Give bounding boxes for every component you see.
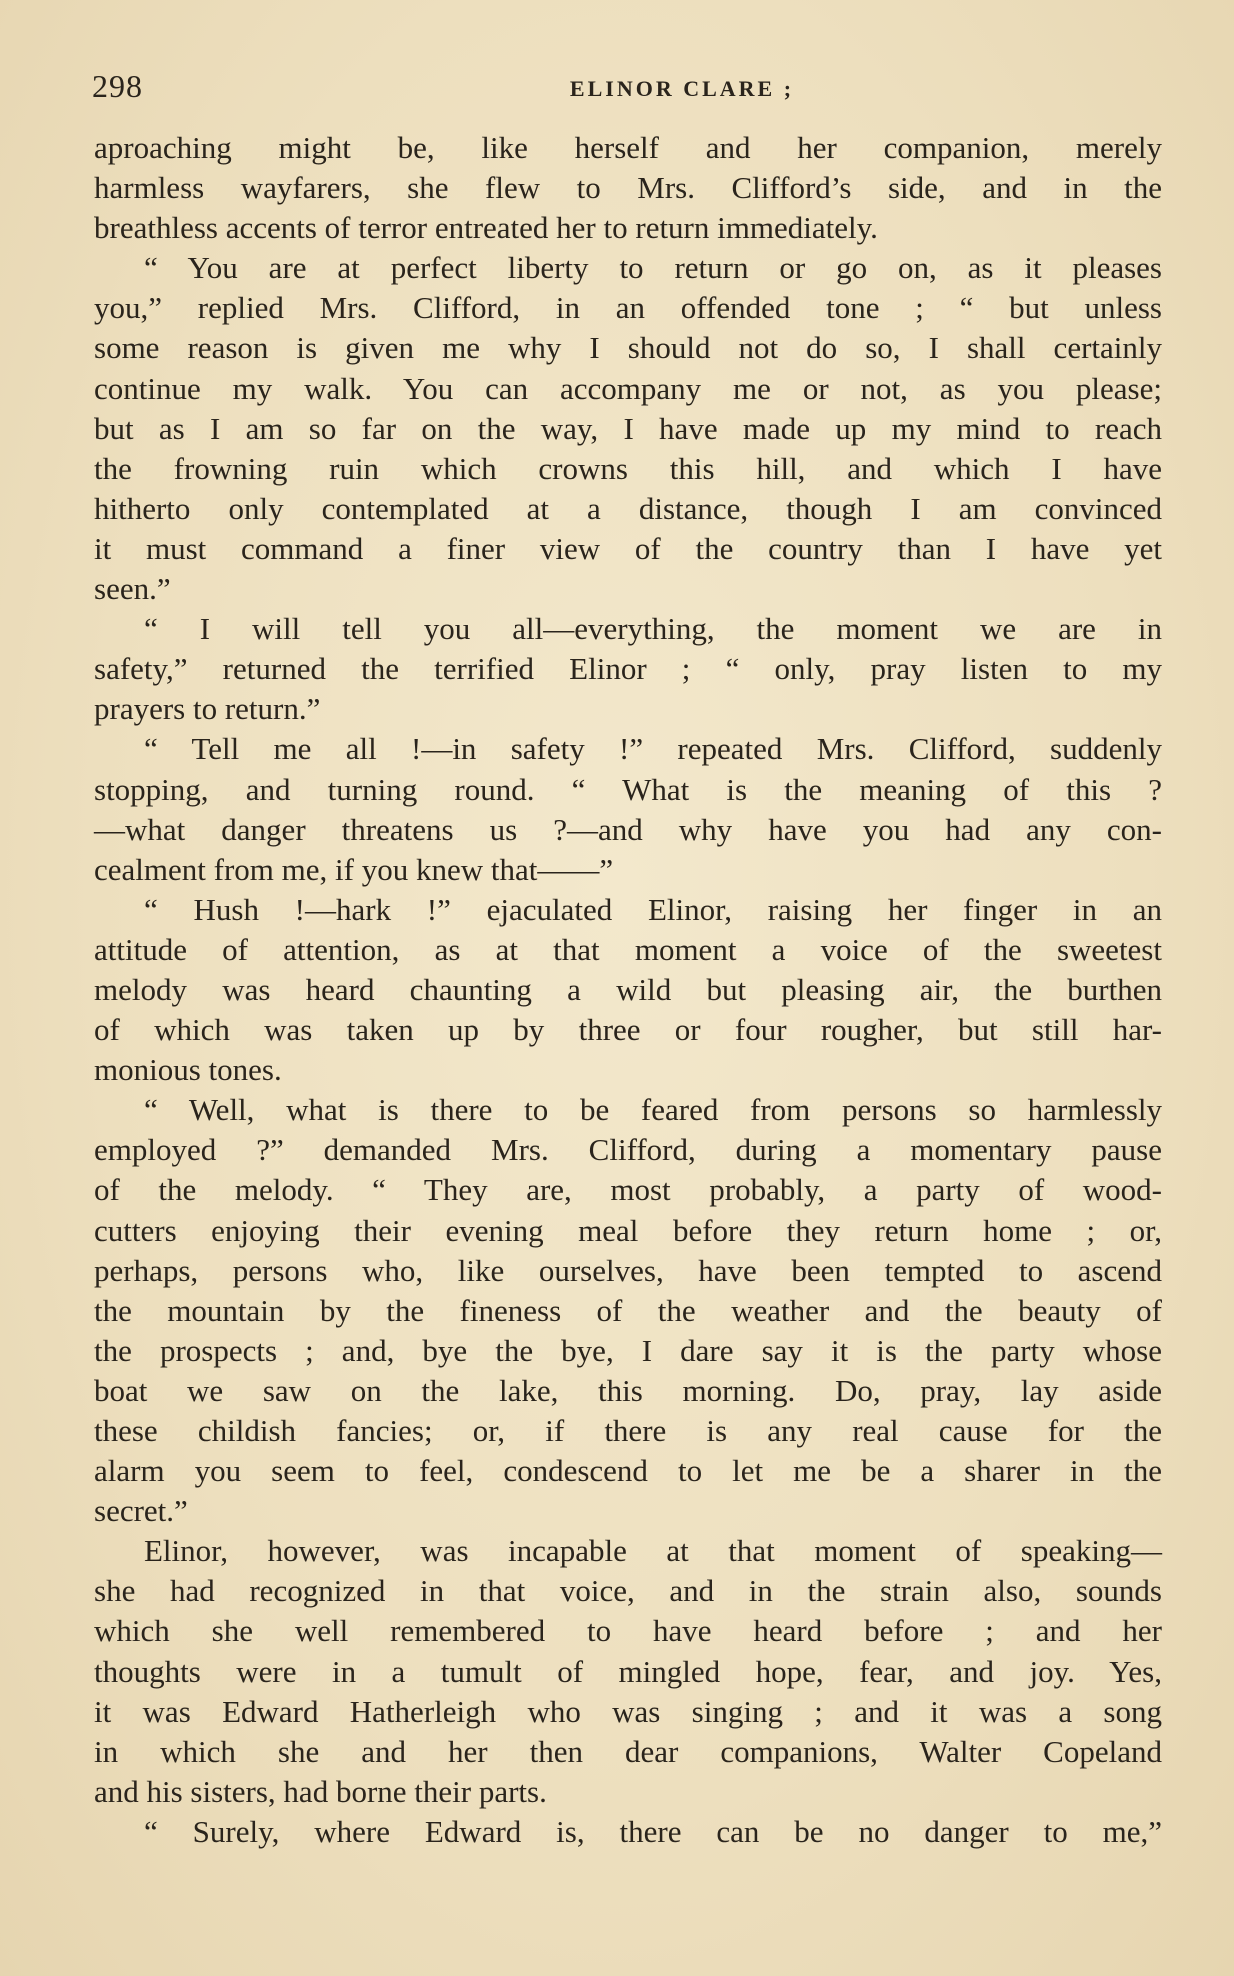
text-line: “ I will tell you all—everything, the moment we are in bbox=[144, 611, 1162, 647]
text-line: —what danger threatens us ?—and why have you had any con- bbox=[94, 811, 1162, 847]
text-line: in which she and her then dear companions, Walter Copeland bbox=[94, 1733, 1162, 1769]
text-line: breathless accents of terror entreated her to return immediately. bbox=[94, 210, 878, 246]
text-line: cutters enjoying their evening meal before they return home ; or, bbox=[94, 1212, 1162, 1248]
text-line: employed ?” demanded Mrs. Clifford, during a momentary pause bbox=[94, 1132, 1162, 1168]
text-line: these childish fancies; or, if there is any real cause for the bbox=[94, 1413, 1162, 1448]
text-line: “ Hush !—hark !” ejaculated Elinor, raising her finger in an bbox=[144, 891, 1162, 927]
text-line: some reason is given me why I should not do so, I shall certainly bbox=[94, 330, 1162, 366]
text-line: thoughts were in a tumult of mingled hope, fear, and joy. Yes, bbox=[94, 1653, 1162, 1689]
text-line: seen.” bbox=[94, 571, 171, 607]
text-line: “ Well, what is there to be feared from persons so harmlessly bbox=[144, 1092, 1162, 1128]
text-line: which she well remembered to have heard before ; and her bbox=[94, 1613, 1162, 1649]
text-line: and his sisters, had borne their parts. bbox=[94, 1773, 547, 1809]
text-line: safety,” returned the terrified Elinor ; “ only, pray listen to my bbox=[94, 651, 1162, 687]
text-line: of which was taken up by three or four rougher, but still har- bbox=[94, 1012, 1162, 1048]
text-line: “ Tell me all !—in safety !” repeated Mrs. Clifford, suddenly bbox=[144, 731, 1162, 767]
text-line: the frowning ruin which crowns this hill, and which I have bbox=[94, 450, 1162, 486]
text-line: it was Edward Hatherleigh who was singing ; and it was a song bbox=[94, 1693, 1162, 1729]
text-line: the prospects ; and, bye the bye, I dare say it is the party whose bbox=[94, 1332, 1162, 1368]
text-line: the mountain by the fineness of the weather and the beauty of bbox=[94, 1292, 1162, 1328]
page-header bbox=[92, 68, 1162, 112]
text-line: she had recognized in that voice, and in the strain also, sounds bbox=[94, 1573, 1162, 1609]
text-line: alarm you seem to feel, condescend to let me be a sharer in the bbox=[94, 1453, 1162, 1489]
running-head: ELINOR CLARE ; bbox=[569, 76, 795, 101]
text-line: monious tones. bbox=[94, 1052, 282, 1088]
text-line: you,” replied Mrs. Clifford, in an offended tone ; “ but unless bbox=[94, 290, 1162, 326]
body-text bbox=[94, 128, 1162, 1852]
text-line: aproaching might be, like herself and her companion, merely bbox=[94, 130, 1162, 165]
text-line: perhaps, persons who, like ourselves, have been tempted to ascend bbox=[94, 1252, 1162, 1288]
text-line: hitherto only contemplated at a distance, though I am convinced bbox=[94, 490, 1162, 526]
text-line: boat we saw on the lake, this morning. Do, pray, lay aside bbox=[94, 1372, 1162, 1408]
text-line: Elinor, however, was incapable at that moment of speaking— bbox=[144, 1533, 1162, 1569]
text-line: cealment from me, if you knew that——” bbox=[94, 851, 614, 887]
text-line: prayers to return.” bbox=[94, 691, 321, 727]
text-line: it must command a finer view of the country than I have yet bbox=[94, 530, 1162, 566]
text-line: “ Surely, where Edward is, there can be no danger to me,” bbox=[144, 1813, 1162, 1849]
page-number: 298 bbox=[92, 68, 143, 104]
text-line: but as I am so far on the way, I have made up my mind to reach bbox=[94, 410, 1162, 446]
text-line: “ You are at perfect liberty to return or go on, as it pleases bbox=[144, 250, 1162, 286]
text-line: continue my walk. You can accompany me or not, as you please; bbox=[94, 370, 1162, 406]
text-line: harmless wayfarers, she flew to Mrs. Clifford’s side, and in the bbox=[94, 170, 1162, 206]
text-line: stopping, and turning round. “ What is the meaning of this ? bbox=[94, 771, 1162, 807]
text-line: attitude of attention, as at that moment a voice of the sweetest bbox=[94, 931, 1162, 967]
text-line: secret.” bbox=[94, 1493, 188, 1529]
text-line: melody was heard chaunting a wild but pleasing air, the burthen bbox=[94, 971, 1162, 1007]
text-line: of the melody. “ They are, most probably, a party of wood- bbox=[94, 1172, 1162, 1208]
